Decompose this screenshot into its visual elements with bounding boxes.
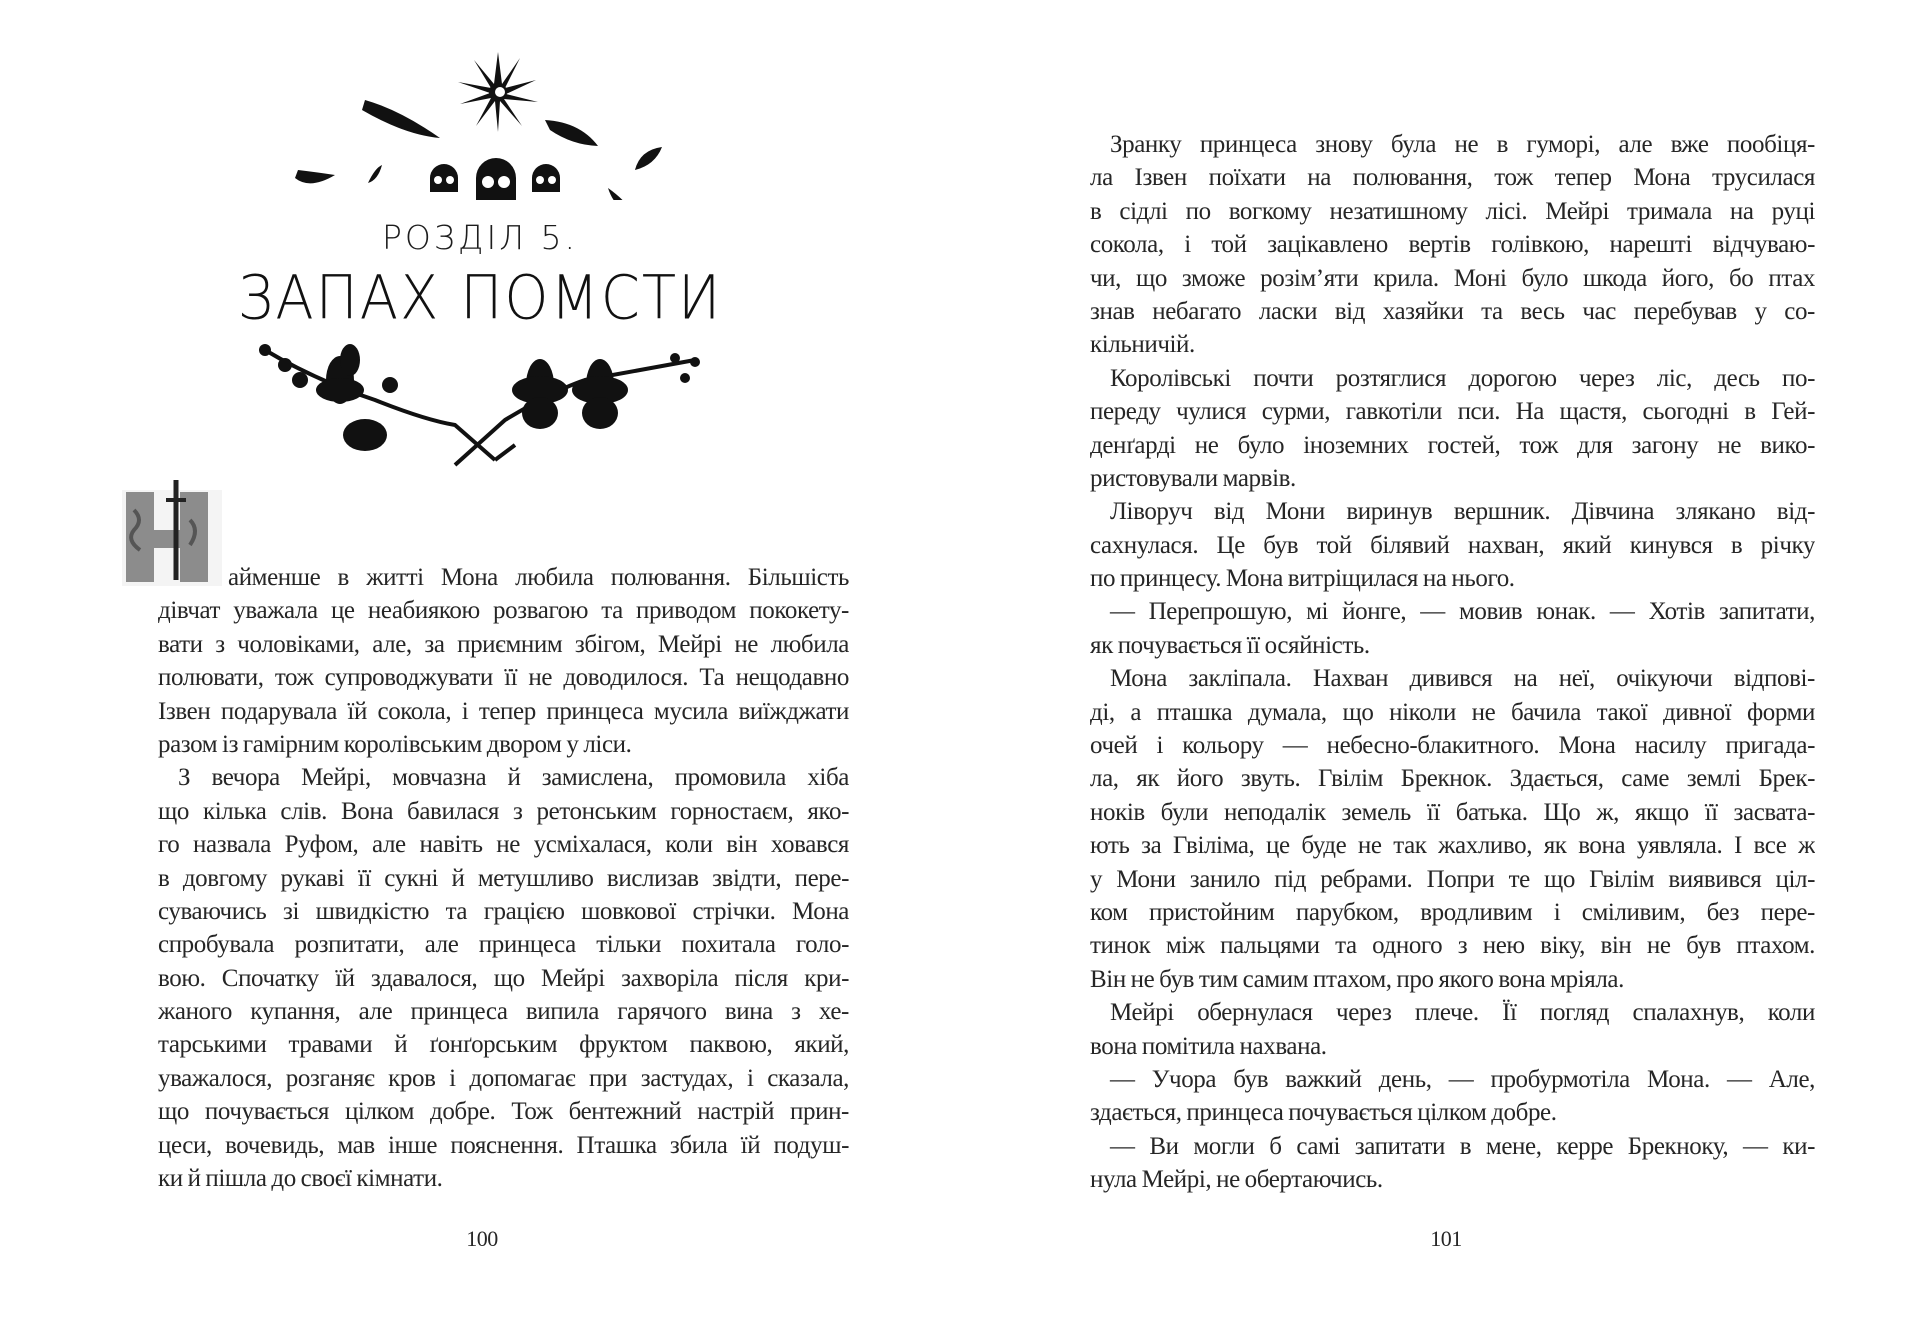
text-line: — Ви могли б самі запитати в мене, керре Брекноку, — ки- (1110, 1132, 1815, 1160)
skull-icon (430, 158, 560, 200)
text-line: Мейрі обернулася через плече. Її погляд спалахнув, коли (1110, 999, 1815, 1027)
text-line: ком пристойним парубком, вродливим і сміливим, без пере- (1090, 898, 1815, 926)
left-page-text (158, 561, 849, 1195)
text-line: кільничій. (1090, 331, 1195, 359)
text-line: ноків були неподалік земель її батька. Що ж, якщо її засвата- (1090, 798, 1815, 826)
text-line: ла Ізвен поїхати на полювання, тож тепер Мона трусилася (1090, 164, 1815, 192)
text-line: цеси, вочевидь, мав інше пояснення. Пташка збила їй подуш- (158, 1131, 849, 1159)
text-line: ла, як його звуть. Гвілім Брекнок. Здається, саме землі Брек- (1090, 765, 1815, 793)
text-line: полювати, тож супроводжувати її не доводилося. Та нещодавно (158, 664, 849, 692)
right-page-text (1090, 128, 1815, 1197)
text-line: уважалося, розганяє кров і допомагає при застудах, і сказала, (158, 1064, 849, 1092)
orchid-flower-icon (259, 344, 700, 451)
text-line: сахнулася. Це був той білявий нахван, який кинувся в річку (1090, 531, 1815, 559)
text-line: у Мони занило під ребрами. Попри те що Гвілім виявився ціл- (1090, 865, 1815, 893)
feather-icon (545, 120, 598, 146)
text-line: жаного купання, але принцеса випила гарячого вина з хе- (158, 998, 849, 1026)
feather-icon (362, 100, 440, 138)
text-line: здається, принцеса почувається цілком добре. (1090, 1099, 1557, 1127)
text-line: Він не був тим самим птахом, про якого вона мріяла. (1090, 965, 1624, 993)
text-line: ристовували марвів. (1090, 464, 1296, 492)
text-line: Зранку принцеса знову була не в гуморі, але вже пообіця- (1110, 131, 1815, 158)
text-line: тинок між пальцями та одного з нею віку, він не був птахом. (1090, 932, 1815, 960)
text-line: — Перепрошую, мі йонге, — мовив юнак. — Хотів запитати, (1110, 598, 1815, 626)
text-line: як почувається її осяйність. (1090, 631, 1370, 659)
feather-icon (295, 170, 335, 183)
text-line: в довгому рукаві її сукні й метушливо вислизав звідти, пере- (158, 864, 849, 892)
text-line: вона помітила нахвана. (1090, 1032, 1327, 1060)
text-line: Королівські почти розтяглися дорогою через ліс, десь по- (1110, 364, 1815, 392)
feather-icon (608, 188, 635, 200)
text-line: — Учора був важкий день, — пробурмотіла Мона. — Але, (1110, 1065, 1815, 1093)
text-line: сокола, і той зацікавлено вертів голівкою, нарешті відчуваю- (1090, 231, 1815, 259)
right-page (960, 0, 1920, 1322)
text-line: Ізвен подарувала їй сокола, і тепер принцеса мусила виїжджати (158, 697, 849, 725)
text-line: чи, що зможе розім’яти крила. Моні було шкода його, бо птах (1090, 264, 1815, 292)
text-line: переду чулися сурми, гавкотіли пси. На щастя, сьогодні в Гей- (1090, 398, 1815, 426)
text-line: З вечора Мейрі, мовчазна й замислена, промовила хіба (178, 764, 849, 792)
text-line: що почувається цілком добре. Тож бентежний настрій прин- (158, 1098, 849, 1126)
orchid-branch-ornament (255, 340, 715, 470)
text-line: вати з чоловіками, але, за приємним збігом, Мейрі не любила (158, 630, 849, 658)
sun-icon (458, 52, 538, 132)
text-line: денґарді не було іноземних гостей, тож для загону не вико- (1090, 431, 1815, 459)
feather-icon (368, 165, 382, 183)
text-line: дівчат уважала це неабиякою розвагою та приводом пококету- (158, 597, 849, 625)
text-line: що кілька слів. Вона бавилася з ретонським горностаєм, яко- (158, 797, 849, 825)
text-line: ють за Гвіліма, це буде не так жахливо, як вона уявляла. І все ж (1090, 832, 1815, 860)
text-line: суваючись зі швидкістю та грацією шовкової стрічки. Мона (158, 897, 849, 925)
chapter-title: ЗАПАХ ПОМСТИ (237, 263, 723, 334)
text-line: вою. Спочатку їй здавалося, що Мейрі захворіла після кри- (158, 964, 849, 992)
text-line: ки й пішла до своєї кімнати. (158, 1165, 443, 1193)
text-line: айменше в житті Мона любила полювання. Більшість (228, 564, 849, 591)
page-number: 100 (466, 1226, 498, 1251)
text-line: знав небагато ласки від хазяйки та весь час перебував у со- (1090, 297, 1815, 325)
text-line: нула Мейрі, не обертаючись. (1090, 1166, 1383, 1194)
text-line: Ліворуч від Мони виринув вершник. Дівчина злякано від- (1110, 498, 1815, 526)
text-line: разом із гамірним королівським двором у ліси. (158, 730, 632, 758)
text-line: в сідлі по вогкому незатишному лісі. Мейрі тримала на руці (1090, 197, 1815, 225)
page-number: 101 (1430, 1226, 1462, 1251)
text-line: Мона закліпала. Нахван дивився на неї, очікуючи відпові- (1110, 665, 1815, 693)
text-line: по принцесу. Мона витріщилася на нього. (1090, 565, 1515, 593)
chapter-top-ornament (280, 50, 700, 200)
text-line: очей і кольору — небесно-блакитного. Мона насилу пригада- (1090, 732, 1815, 760)
text-line: ді, а пташка думала, що ніколи не бачила такої дивної форми (1090, 698, 1815, 726)
chapter-label: РОЗДІЛ 5. (381, 218, 578, 257)
text-line: спробувала розпитати, але принцеса тільки похитала голо- (158, 931, 849, 959)
text-line: го назвала Руфом, але навіть не усміхалася, коли він ховався (158, 831, 849, 859)
feather-icon (635, 147, 662, 170)
text-line: тарськими травами й ґонґорським фруктом паквою, який, (158, 1031, 849, 1059)
